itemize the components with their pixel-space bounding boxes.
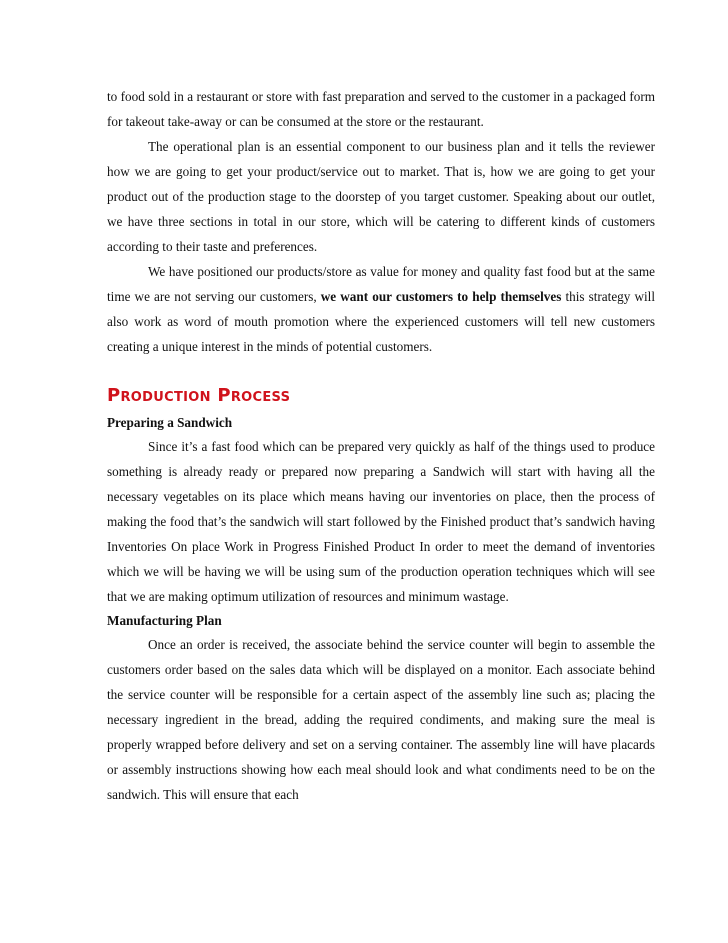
- paragraph-intro-continued: to food sold in a restaurant or store with fast preparation and served to the customer in a packaged form for takeout take-away or can be consumed at the store or the restaurant.: [107, 89, 655, 129]
- positioning-text-end: this strategy will also work as word of mouth promotion where the experienced customers will tell new customers creating a unique interest in the minds of potential customers.: [107, 289, 655, 354]
- subheading-preparing-sandwich: Preparing a Sandwich: [107, 415, 233, 430]
- positioning-bold-phrase: we want our customers to help themselves: [320, 289, 562, 304]
- paragraph-manufacturing-plan: Once an order is received, the associate behind the service counter will begin to assemble the customers order based on the sales data which will be displayed on a monitor. Each associate behind the service counter will be responsible for a certain aspect of the assembly line such as; placing the necessary ingredient in the bread, adding the required condiments, and making sure the meal is properly wrapped before delivery and set on a serving container. The assembly line will have placards or assembly instructions showing how each meal should look and what condiments need to be on the sandwich. This will ensure that each: [107, 637, 655, 802]
- section-heading-production-process: Production Process: [107, 385, 291, 406]
- paragraph-operational-plan: The operational plan is an essential component to our business plan and it tells the reviewer how we are going to get your product/service out to market. That is, how we are going to get your product out of the production stage to the doorstep of you target customer. Speaking about our outlet, we have three sections in total in our store, which will be catering to different kinds of customers according to their taste and preferences.: [107, 139, 655, 254]
- subheading-manufacturing-plan: Manufacturing Plan: [107, 613, 222, 628]
- document-page: [107, 84, 655, 807]
- paragraph-positioning: [107, 259, 655, 359]
- paragraph-preparing-sandwich: Since it’s a fast food which can be prepared very quickly as half of the things used to produce something is already ready or prepared now preparing a Sandwich will start with having all the necessary vegetables on its place which means having our inventories on place, then the process of making the food that’s the sandwich will start followed by the Finished product that’s sandwich having Inventories On place Work in Progress Finished Product In order to meet the demand of inventories which we will be having we will be using sum of the production operation techniques which will see that we are making optimum utilization of resources and minimum wastage.: [107, 439, 655, 604]
- positioning-text-start: We have positioned our products/store as value for money and quality fast food but at the same time we are not serving our customers,: [107, 264, 655, 304]
